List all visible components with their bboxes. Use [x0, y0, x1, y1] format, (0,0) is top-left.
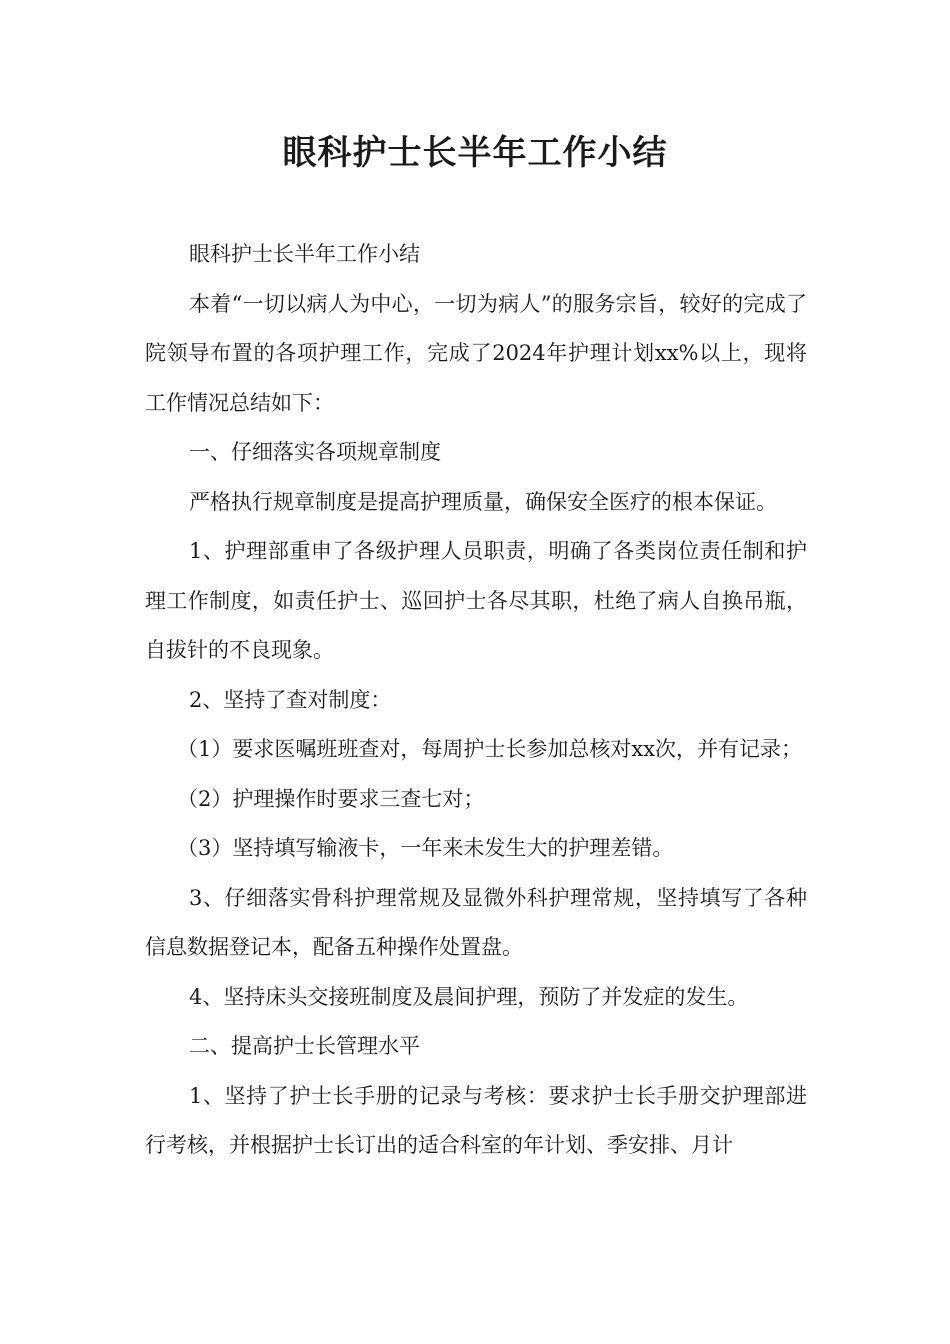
paragraph-intro: 本着“一切以病人为中心，一切为病人”的服务宗旨，较好的完成了院领导布置的各项护理工作，完成了2024年护理计划xx%以上，现将工作情况总结如下：: [145, 291, 807, 415]
paragraph-heading-repeat: 眼科护士长半年工作小结: [189, 242, 420, 266]
document-title: 眼科护士长半年工作小结: [282, 133, 668, 173]
list-item: 1、护理部重申了各级护理人员职责，明确了各类岗位责任制和护理工作制度，如责任护士、巡回护士各尽其职，杜绝了病人自换吊瓶，自拔针的不良现象。: [145, 539, 807, 662]
list-item: 4、坚持床头交接班制度及晨间护理，预防了并发症的发生。: [189, 984, 749, 1009]
sub-list-item: （1）要求医嘱班班查对，每周护士长参加总核对xx次，并有记录；: [177, 737, 803, 761]
sub-list-item: （2）护理操作时要求三查七对；: [177, 786, 485, 811]
section-heading-1: 一、仔细落实各项规章制度: [189, 440, 441, 464]
list-item: 2、坚持了查对制度：: [189, 687, 392, 712]
list-item: 1、坚持了护士长手册的记录与考核：要求护士长手册交护理部进行考核，并根据护士长订出的适合科室的年计划、季安排、月计: [145, 1083, 807, 1157]
list-item: 3、仔细落实骨科护理常规及显微外科护理常规，坚持填写了各种信息数据登记本，配备五种操作处置盘。: [145, 885, 807, 959]
document-body: [145, 230, 807, 1171]
sub-list-item: （3）坚持填写输液卡，一年来未发生大的护理差错。: [177, 836, 674, 860]
paragraph: 严格执行规章制度是提高护理质量，确保安全医疗的根本保证。: [189, 489, 777, 514]
section-heading-2: 二、提高护士长管理水平: [189, 1034, 420, 1058]
